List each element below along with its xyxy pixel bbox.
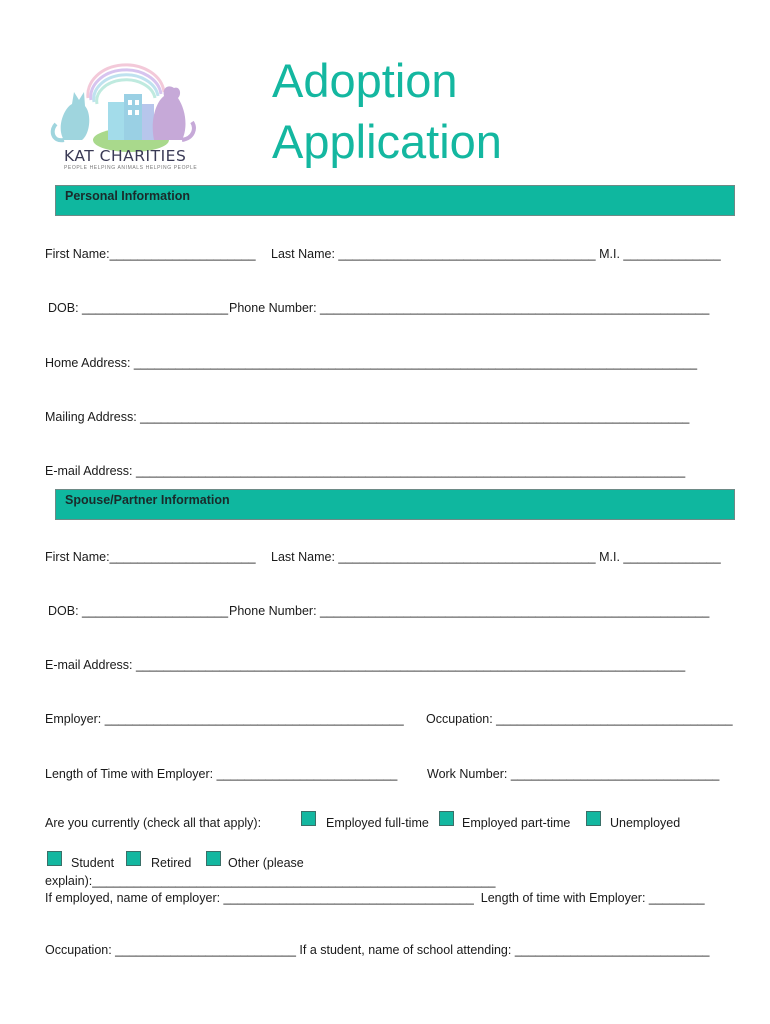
spouse-first-name-field[interactable]: First Name:_____________________ — [45, 550, 256, 564]
last-name-mi-field[interactable]: Last Name: _____________________________________ M.I. ______________ — [271, 247, 721, 261]
length-of-time-field[interactable]: Length of Time with Employer: __________________________ — [45, 767, 398, 781]
work-number-field[interactable]: Work Number: ______________________________ — [427, 767, 720, 781]
page-title-line-1: Adoption — [272, 54, 458, 107]
option-unemployed: Unemployed — [610, 816, 681, 830]
spouse-email-field[interactable]: E-mail Address: _______________________________________________________________________________ — [45, 658, 686, 672]
section-header-spouse — [55, 489, 735, 520]
page-title-line-2: Application — [272, 115, 502, 168]
option-employed-part-time: Employed part-time — [462, 816, 571, 830]
checkbox-employed-part-time[interactable] — [439, 811, 454, 826]
occupation-field[interactable]: Occupation: __________________________________ — [426, 712, 733, 726]
option-retired: Retired — [151, 856, 192, 870]
logo-name: KAT CHARITIES — [64, 147, 187, 165]
spouse-last-name-mi-field[interactable]: Last Name: _____________________________________ M.I. ______________ — [271, 550, 721, 564]
first-name-field[interactable]: First Name:_____________________ — [45, 247, 256, 261]
email-address-field[interactable]: E-mail Address: _______________________________________________________________________________ — [45, 464, 686, 478]
section-header-personal-label: Personal Information — [65, 189, 191, 203]
checkbox-other[interactable] — [206, 851, 221, 866]
home-address-field[interactable]: Home Address: _________________________________________________________________________________ — [45, 356, 698, 370]
other-explain-field[interactable]: explain):__________________________________________________________ — [45, 874, 496, 888]
section-header-spouse-label: Spouse/Partner Information — [65, 493, 230, 507]
section-header-personal — [55, 185, 735, 216]
option-student: Student — [71, 856, 115, 870]
option-employed-full-time: Employed full-time — [326, 816, 429, 830]
employer-field[interactable]: Employer: ___________________________________________ — [45, 712, 404, 726]
checkbox-unemployed[interactable] — [586, 811, 601, 826]
dob-field[interactable]: DOB: _____________________ — [48, 301, 229, 315]
spouse-dob-field[interactable]: DOB: _____________________ — [48, 604, 229, 618]
logo-tagline: PEOPLE HELPING ANIMALS HELPING PEOPLE — [64, 165, 198, 171]
checkbox-employed-full-time[interactable] — [301, 811, 316, 826]
checkbox-student[interactable] — [47, 851, 62, 866]
spouse-phone-field[interactable]: Phone Number: ________________________________________________________ — [229, 604, 710, 618]
currently-label: Are you currently (check all that apply): — [45, 816, 262, 830]
occupation-school-field[interactable]: Occupation: __________________________ If a student, name of school attending: ____________________________ — [45, 943, 710, 957]
phone-number-field[interactable]: Phone Number: ________________________________________________________ — [229, 301, 710, 315]
option-other: Other (please — [228, 856, 304, 870]
mailing-address-field[interactable]: Mailing Address: _______________________________________________________________________________ — [45, 410, 690, 424]
employer-name-length-field[interactable]: If employed, name of employer: ____________________________________ Length of time with Employer: ________ — [45, 891, 705, 905]
checkbox-retired[interactable] — [126, 851, 141, 866]
